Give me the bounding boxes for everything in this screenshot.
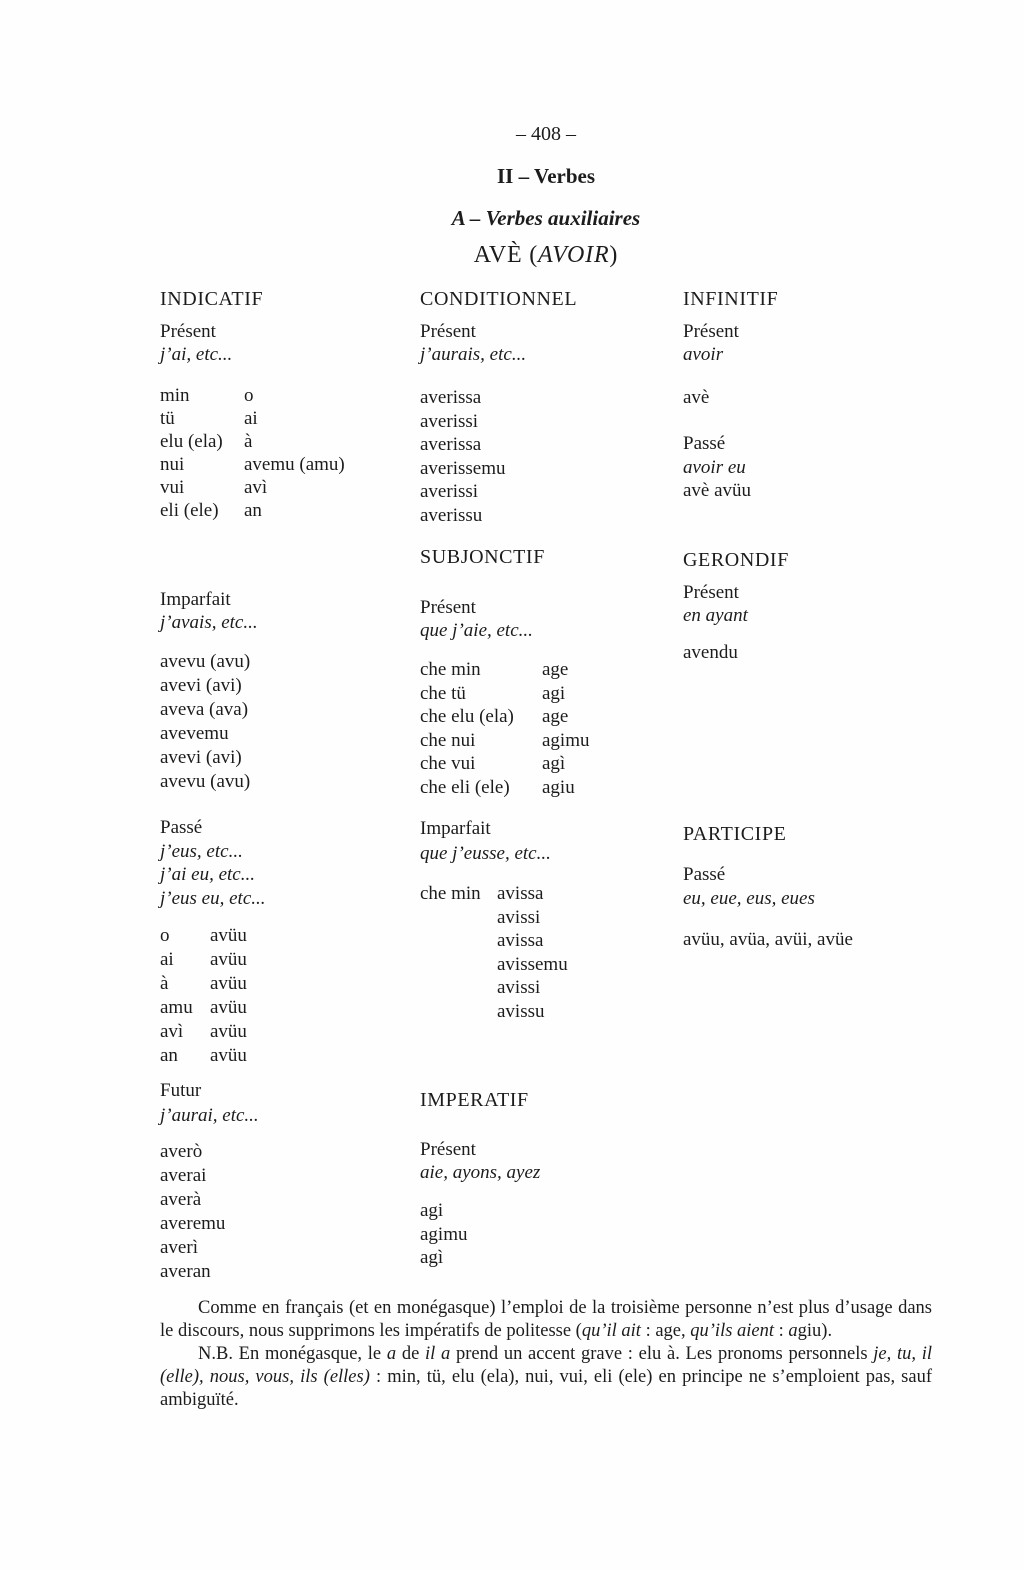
imperatif-present-header (420, 1138, 540, 1184)
footnote-text-segment: giu). (797, 1321, 833, 1341)
pronoun: elu (ela) (160, 431, 223, 452)
pronoun-spacer (420, 1000, 497, 1024)
infinitif-present-form: avè (683, 387, 710, 408)
conjugation-row (160, 499, 345, 522)
pronoun-spacer (420, 929, 497, 953)
page-number: – 408 – (516, 123, 576, 145)
pronoun: che eli (ele) (420, 776, 510, 798)
verb-form: avissi (497, 977, 541, 998)
french-gloss: j’eus, etc... (160, 840, 243, 862)
verb-form: avevi (avi) (160, 747, 242, 768)
verb-form: averissemu (420, 457, 506, 479)
verb-form: avissemu (497, 953, 568, 975)
pronoun: eli (ele) (160, 500, 219, 521)
tense-label: Présent (420, 1139, 476, 1160)
verb-form: avüu (210, 997, 247, 1018)
conjugation-row (420, 776, 590, 800)
pronoun: o (160, 925, 170, 946)
verb-form: avüu (210, 1045, 247, 1066)
conjugation-row (420, 906, 568, 930)
verb-title-suffix: ) (609, 242, 619, 268)
imperatif-heading: IMPERATIF (420, 1089, 529, 1111)
subjonctif-heading: SUBJONCTIF (420, 546, 545, 568)
tense-label: Présent (160, 321, 216, 342)
pronoun: che tü (420, 682, 466, 704)
verb-form: avemu (amu) (244, 454, 345, 475)
conjugation-row (420, 658, 590, 682)
subjonctif-present-table (420, 658, 590, 799)
verb-form: à (244, 431, 253, 452)
pronoun: min (160, 385, 190, 406)
participe-passe-header (683, 863, 815, 911)
verb-title-italic: AVOIR (538, 242, 610, 268)
gerondif-present-header (683, 581, 748, 627)
subsection-title: A – Verbes auxiliaires (451, 206, 641, 230)
footnote-text-segment: a (788, 1321, 798, 1341)
pronoun-spacer (420, 906, 497, 930)
pronoun: tü (160, 408, 175, 429)
conjugation-row (420, 729, 590, 753)
conditionnel-present-header (420, 320, 526, 366)
verb-form: age (542, 706, 569, 727)
footnote-text-segment: a (386, 1344, 397, 1364)
french-gloss: j’eus eu, etc... (160, 887, 266, 909)
subjonctif-present-header (420, 596, 533, 642)
infinitif-heading: INFINITIF (683, 288, 779, 310)
pronoun: ai (160, 949, 174, 970)
verb-form: agì (420, 1247, 444, 1268)
conjugation-row (420, 682, 590, 706)
subjonctif-imparfait-header (420, 816, 551, 866)
verb-form: avissi (497, 906, 541, 928)
conjugation-row (420, 705, 590, 729)
french-gloss: en ayant (683, 605, 748, 626)
verb-form: averemu (160, 1213, 226, 1234)
verb-form: averissa (420, 434, 482, 455)
conjugation-row (420, 752, 590, 776)
conjugation-row (160, 924, 247, 948)
indicatif-heading: INDICATIF (160, 288, 264, 310)
participe-passe-form: avüu, avüa, avüi, avüe (683, 929, 853, 950)
pronoun-spacer (420, 976, 497, 1000)
footnote-text-segment: je, tu, il (elle), nous, vous, ils (elles) (160, 1344, 933, 1387)
verb-form: avevi (avi) (160, 675, 242, 696)
conjugation-row (160, 430, 345, 453)
verb-form: agimu (542, 729, 590, 751)
verb-form: averò (160, 1141, 203, 1162)
footnote-text-segment: il a (425, 1344, 451, 1364)
tense-label: Futur (160, 1080, 202, 1101)
verb-title-prefix: AVÈ ( (473, 242, 539, 268)
verb-form: averì (160, 1237, 198, 1258)
footnote-text-segment: : min, tü, elu (ela), nui, vui, eli (ele) en principe ne s’emploient pas, sauf ambiguïté. (160, 1367, 933, 1410)
conjugation-row (160, 1044, 247, 1068)
verb-form: averan (160, 1261, 211, 1282)
pronoun: an (160, 1045, 178, 1066)
tense-label: Présent (683, 321, 739, 342)
verb-form: averissa (420, 387, 482, 408)
footnote-text-segment: qu’ils aient (690, 1321, 775, 1341)
verb-form: averà (160, 1189, 202, 1210)
footnote-text-segment: Comme en français (et en monégasque) l’emploi de la troisième personne n’est plus d’usage dans le discours, nous supprimons les impératifs de politesse ( (160, 1298, 932, 1341)
verb-form: agiu (542, 776, 575, 798)
conditionnel-heading: CONDITIONNEL (420, 288, 578, 310)
footnote-text-segment: qu’il ait (581, 1321, 641, 1341)
tense-label: Imparfait (420, 818, 491, 839)
pronoun-spacer (420, 953, 497, 977)
conjugation-row (420, 953, 568, 977)
conjugation-row (160, 476, 345, 499)
french-gloss: que j’aie, etc... (420, 620, 533, 641)
verb-form: agi (542, 682, 566, 704)
indicatif-present-table (160, 384, 345, 522)
pronoun: nui (160, 454, 185, 475)
pronoun: che min (420, 659, 481, 680)
section-title: II – Verbes (496, 164, 596, 188)
pronoun: à (160, 973, 169, 994)
pronoun: vui (160, 477, 185, 498)
verb-form: avevemu (160, 723, 229, 744)
french-gloss: j’ai eu, etc... (160, 864, 255, 885)
tense-label: Présent (683, 582, 739, 603)
conjugation-row (160, 972, 247, 996)
verb-form: avissa (497, 883, 544, 904)
verb-form: averissi (420, 410, 479, 432)
tense-label: Passé (683, 864, 726, 885)
conjugation-row (160, 384, 345, 407)
footnote-text-segment: : age, (640, 1321, 691, 1341)
gerondif-present-form: avendu (683, 642, 738, 663)
french-gloss: j’aurai, etc... (160, 1105, 259, 1126)
conjugation-row (160, 453, 345, 476)
verb-form: averai (160, 1165, 207, 1186)
verb-form: o (244, 385, 254, 406)
gerondif-heading: GERONDIF (683, 549, 789, 571)
indicatif-futur-forms (160, 1140, 225, 1284)
verb-form: aveva (ava) (160, 699, 249, 720)
conditionnel-present-forms (420, 386, 505, 527)
indicatif-imparfait-forms (160, 650, 250, 794)
conjugation-row (160, 1020, 247, 1044)
verb-form: avüu (210, 925, 247, 946)
pronoun: che nui (420, 729, 476, 751)
footnote-block (160, 1297, 932, 1412)
verb-form: agimu (420, 1223, 468, 1245)
pronoun: che min (420, 883, 481, 904)
pronoun: che vui (420, 753, 476, 774)
indicatif-futur-header (160, 1078, 259, 1128)
conjugation-row (420, 1000, 568, 1024)
verb-form: avissu (497, 1000, 545, 1022)
verb-form: avissa (497, 930, 544, 951)
footnote-paragraph-1 (160, 1297, 932, 1343)
tense-label: Passé (683, 433, 726, 454)
verb-form: avì (244, 477, 268, 498)
tense-label: Imparfait (160, 589, 231, 610)
conjugation-row (420, 929, 568, 953)
verb-form: avevu (avu) (160, 771, 251, 792)
imperatif-present-forms (420, 1199, 468, 1270)
subjonctif-imparfait-table (420, 882, 568, 1023)
verb-form: ai (244, 408, 258, 429)
french-gloss: avoir eu (683, 456, 746, 478)
tense-label: Présent (420, 597, 476, 618)
french-gloss: aie, ayons, ayez (420, 1162, 541, 1183)
conjugation-row (420, 976, 568, 1000)
french-gloss: j’ai, etc... (160, 344, 233, 365)
verb-form: avè avüu (683, 480, 752, 501)
pronoun: amu (160, 997, 193, 1018)
footnote-text-segment: : (774, 1321, 789, 1341)
indicatif-passe-table (160, 924, 247, 1068)
pronoun: avì (160, 1021, 184, 1042)
indicatif-imparfait-header (160, 588, 258, 634)
french-gloss: que j’eusse, etc... (420, 843, 551, 864)
indicatif-passe-header (160, 816, 266, 910)
verb-form: avevu (avu) (160, 651, 251, 672)
infinitif-passe-block (683, 432, 751, 503)
tense-label: Passé (160, 817, 203, 838)
footnote-paragraph-2 (160, 1343, 932, 1412)
verb-form: avüu (210, 973, 247, 994)
indicatif-present-header (160, 320, 232, 366)
participe-heading: PARTICIPE (683, 823, 787, 845)
pronoun: che elu (ela) (420, 706, 514, 727)
verb-form: age (542, 659, 569, 680)
footnote-text-segment: N.B. En monégasque, le (198, 1344, 387, 1364)
document-header (160, 123, 932, 268)
verb-form: avüu (210, 1021, 247, 1042)
french-gloss: avoir (683, 344, 724, 365)
verb-form: averissi (420, 481, 479, 502)
infinitif-present-header (683, 320, 739, 366)
footnote-text-segment: prend un accent grave : elu à. Les pronoms personnels (450, 1344, 874, 1364)
footnote-text-segment: de (396, 1344, 425, 1364)
conjugation-row (420, 882, 568, 906)
french-gloss: j’avais, etc... (160, 612, 258, 633)
french-gloss: eu, eue, eus, eues (683, 888, 815, 909)
french-gloss: j’aurais, etc... (420, 344, 527, 365)
verb-form: agi (420, 1200, 444, 1221)
conjugation-row (160, 948, 247, 972)
verb-form: averissu (420, 504, 483, 526)
verb-title (160, 242, 932, 268)
verb-form: avüu (210, 949, 247, 970)
verb-form: agì (542, 753, 566, 774)
tense-label: Présent (420, 321, 476, 342)
conjugation-row (160, 407, 345, 430)
verb-form: an (244, 500, 262, 521)
conjugation-row (160, 996, 247, 1020)
